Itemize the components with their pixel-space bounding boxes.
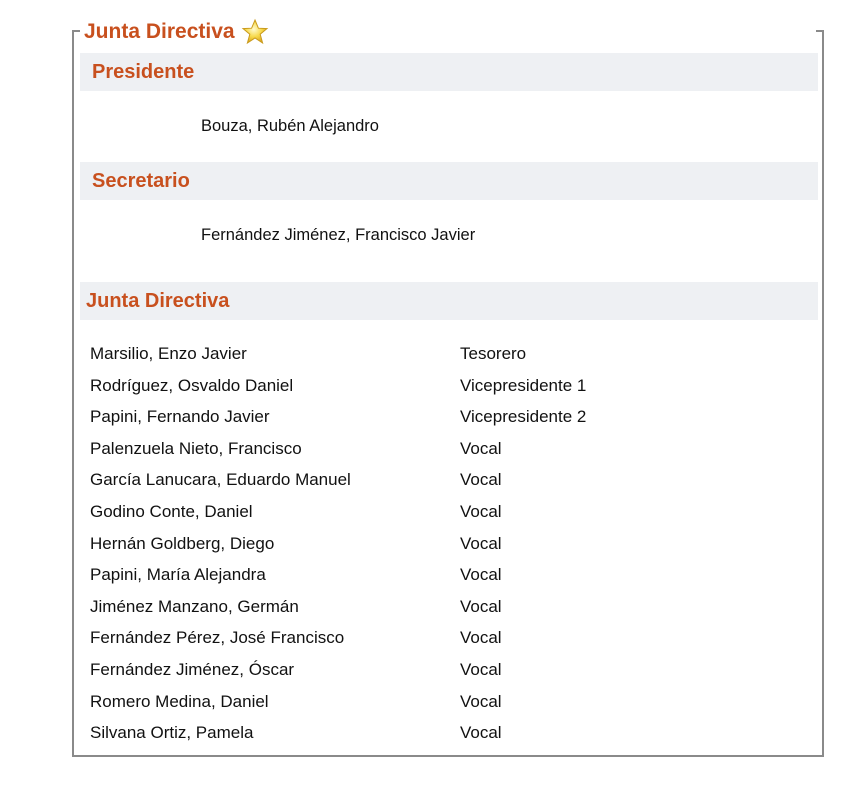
junta-header: [80, 282, 818, 320]
presidente-name: Bouza, Rubén Alejandro: [201, 117, 379, 135]
member-name: Fernández Jiménez, Óscar: [90, 660, 295, 679]
member-name: Palenzuela Nieto, Francisco: [90, 438, 302, 458]
member-role: Vicepresidente 1: [460, 375, 587, 395]
member-role: Vocal: [460, 438, 502, 458]
member-row: [90, 468, 790, 492]
junta-header-label: Junta Directiva: [86, 290, 230, 312]
member-row: [90, 437, 790, 461]
secretario-name: Fernández Jiménez, Francisco Javier: [201, 226, 476, 244]
member-name: Godino Conte, Daniel: [90, 502, 253, 521]
member-role: Vocal: [460, 628, 502, 648]
member-role: Vicepresidente 2: [460, 407, 587, 427]
member-role: Tesorero: [460, 344, 527, 363]
member-row: [90, 626, 790, 650]
presidente-header-label: Presidente: [92, 61, 195, 83]
panel-legend: [84, 17, 273, 47]
presidente-header: [80, 53, 818, 91]
member-name: García Lanucara, Eduardo Manuel: [90, 470, 351, 490]
member-role: Vocal: [460, 723, 502, 743]
member-role: Vocal: [460, 502, 502, 521]
member-row: [90, 532, 790, 556]
member-role: Vocal: [460, 596, 502, 616]
member-name: Marsilio, Enzo Javier: [90, 344, 247, 363]
member-role: Vocal: [460, 660, 502, 679]
star-icon: [241, 18, 269, 46]
member-row: [90, 595, 790, 619]
member-name: Jiménez Manzano, Germán: [90, 596, 299, 616]
member-name: Silvana Ortiz, Pamela: [90, 723, 254, 743]
member-row: [90, 374, 790, 398]
panel-title: Junta Directiva: [84, 20, 235, 43]
member-row: [90, 342, 790, 366]
member-row: [90, 658, 790, 682]
secretario-header-label: Secretario: [92, 170, 190, 192]
member-name: Papini, María Alejandra: [90, 565, 266, 585]
member-name: Papini, Fernando Javier: [90, 407, 270, 427]
member-row: [90, 721, 790, 745]
member-row: [90, 405, 790, 429]
member-name: Rodríguez, Osvaldo Daniel: [90, 375, 294, 395]
member-row: [90, 500, 790, 524]
panel-border-top-right: [816, 30, 824, 32]
member-role: Vocal: [460, 470, 502, 490]
member-role: Vocal: [460, 691, 502, 711]
secretario-header: [80, 162, 818, 200]
member-row: [90, 690, 790, 714]
member-name: Fernández Pérez, José Francisco: [90, 628, 345, 648]
member-name: Hernán Goldberg, Diego: [90, 533, 275, 553]
member-name: Romero Medina, Daniel: [90, 691, 269, 711]
member-row: [90, 563, 790, 587]
member-role: Vocal: [460, 533, 502, 553]
panel-border-top-left: [72, 30, 80, 32]
member-role: Vocal: [460, 565, 502, 585]
